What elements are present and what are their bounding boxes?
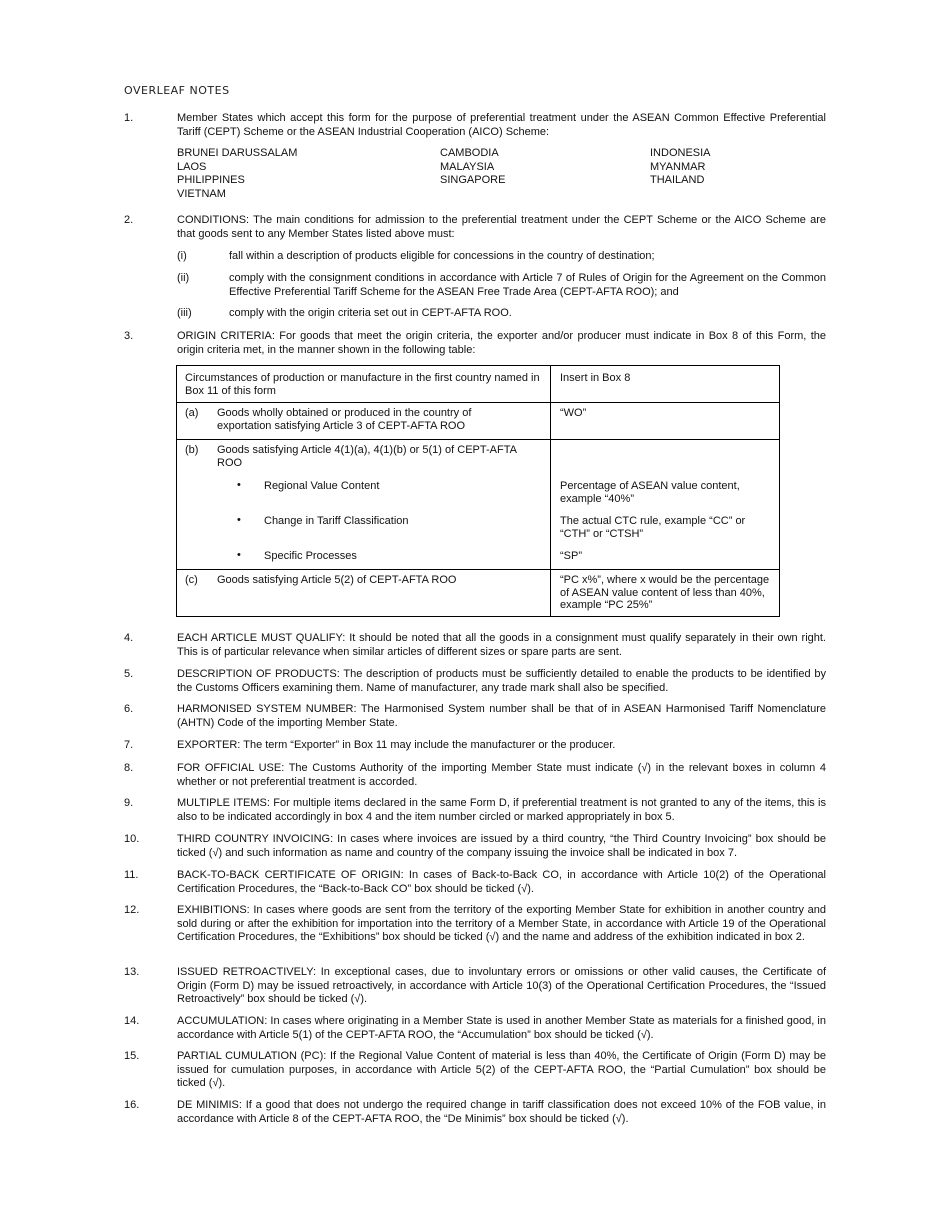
row-divider <box>177 439 779 440</box>
insert-ctc: The actual CTC rule, example “CC” or “CTH” or “CTSH” <box>560 515 746 540</box>
note-text: DE MINIMIS: If a good that does not undergo the required change in tariff classification does not exceed 10% of the FOB value, in accordance with Article 8 of the CEPT-AFTA ROO, the “De Minimis” box should be ticked (√). <box>177 1099 826 1125</box>
note-text: CONDITIONS: The main conditions for admission to the preferential treatment under the CEPT Scheme or the AICO Scheme are that goods sent to any Member States listed above must: <box>177 214 826 240</box>
row-label-a: (a) <box>185 407 199 419</box>
note-text: ACCUMULATION: In cases where originating in a Member State is used in another Member State as materials for a finished good, in accordance with Article 5(1) of the CEPT-AFTA ROO, the “Accumulation” box should be ticked (√). <box>177 1015 826 1041</box>
country: PHILIPPINES <box>177 174 245 186</box>
country: MALAYSIA <box>440 160 495 173</box>
note-number: 10. <box>124 833 140 845</box>
bullet-icon: • <box>237 514 241 526</box>
note-6 <box>124 703 826 730</box>
note-number: 6. <box>124 703 134 715</box>
note-text: BACK-TO-BACK CERTIFICATE OF ORIGIN: In cases of Back-to-Back CO, in accordance with Article 10(2) of the Operational Certification Procedures, the “Back-to-Back CO” box should be ticked (√). <box>177 869 826 895</box>
note-16 <box>124 1099 826 1126</box>
country: LAOS <box>177 160 207 173</box>
note-text: ISSUED RETROACTIVELY: In exceptional cases, due to involuntary errors or omissions or other valid causes, the Certificate of Origin (Form D) may be issued retroactively, in accordance with Article 10(3) of the Operational Certification Procedures, the “Issued Retroactively” box should be ticked (√). <box>177 966 826 1006</box>
condition-text: comply with the consignment conditions in accordance with Article 7 of Rules of Origin for the Agreement on the Common Effective Preferential Tariff Scheme for the ASEAN Free Trade Area (CEPT-AFTA ROO); and <box>229 272 826 298</box>
country: SINGAPORE <box>440 174 506 186</box>
condition-number: (ii) <box>177 272 190 284</box>
condition-number: (i) <box>177 250 187 262</box>
note-text: DESCRIPTION OF PRODUCTS: The description of products must be sufficiently detailed to enable the products to be identified by the Customs Officers examining them. Name of manufacturer, any trade mark shall also be specified. <box>177 668 826 694</box>
note-13 <box>124 966 826 1007</box>
country-column-3 <box>650 147 711 188</box>
condition-iii <box>177 307 826 321</box>
note-text: EXPORTER: The term “Exporter” in Box 11 may include the manufacturer or the producer. <box>177 739 616 751</box>
criterion-ctc: Change in Tariff Classification <box>264 515 409 527</box>
note-15 <box>124 1050 826 1091</box>
condition-text: fall within a description of products eligible for concessions in the country of destination; <box>229 250 655 262</box>
condition-ii <box>177 272 826 299</box>
note-number: 7. <box>124 739 134 751</box>
note-number: 2. <box>124 214 134 226</box>
note-4 <box>124 632 826 659</box>
note-2 <box>124 214 826 241</box>
note-number: 1. <box>124 112 134 124</box>
note-text: FOR OFFICIAL USE: The Customs Authority of the importing Member State must indicate (√) in the relevant boxes in column 4 whether or not preferential treatment is accorded. <box>177 762 826 788</box>
country: CAMBODIA <box>440 147 499 159</box>
row-text-b: Goods satisfying Article 4(1)(a), 4(1)(b) or 5(1) of CEPT-AFTA ROO <box>217 444 517 469</box>
note-7 <box>124 739 826 753</box>
condition-number: (iii) <box>177 307 192 319</box>
row-divider <box>177 569 779 570</box>
note-number: 4. <box>124 632 134 644</box>
note-text: ORIGIN CRITERIA: For goods that meet the origin criteria, the exporter and/or producer must indicate in Box 8 of this Form, the origin criteria met, in the manner shown in the following table: <box>177 330 826 356</box>
note-number: 5. <box>124 668 134 680</box>
note-text: MULTIPLE ITEMS: For multiple items declared in the same Form D, if preferential treatment is not granted to any of the items, this is also to be indicated accordingly in box 4 and the item number circled or marked appropriately in box 5. <box>177 797 826 823</box>
note-5 <box>124 668 826 695</box>
note-number: 12. <box>124 904 140 916</box>
bullet-icon: • <box>237 549 241 561</box>
row-text-c: Goods satisfying Article 5(2) of CEPT-AFTA ROO <box>217 574 457 586</box>
country: BRUNEI DARUSSALAM <box>177 147 298 159</box>
note-14 <box>124 1015 826 1042</box>
criterion-sp: Specific Processes <box>264 550 357 562</box>
bullet-icon: • <box>237 479 241 491</box>
insert-sp: “SP” <box>560 550 582 562</box>
row-label-c: (c) <box>185 574 198 586</box>
row-insert-a: “WO” <box>560 407 587 419</box>
note-9 <box>124 797 826 824</box>
note-number: 3. <box>124 330 134 342</box>
note-10 <box>124 833 826 860</box>
row-insert-c: “PC x%”, where x would be the percentage of ASEAN value content of less than 40%, example “PC 25%” <box>560 574 770 612</box>
note-text: THIRD COUNTRY INVOICING: In cases where invoices are issued by a third country, “the Third Country Invoicing” box should be ticked (√) and such information as name and country of the company issuing the invoice shall be indicated in box 7. <box>177 833 826 859</box>
note-text: EXHIBITIONS: In cases where goods are sent from the territory of the exporting Member State for exhibition in another country and sold during or after the exhibition for importation into the territory of a Member State, in accordance with Article 19 of the Operational Certification Procedures, the “Exhibitions” box should be ticked (√) and the name and address of the exhibition indicated in box 2. <box>177 904 826 944</box>
note-number: 11. <box>124 869 139 881</box>
note-text: Member States which accept this form for the purpose of preferential treatment under the ASEAN Common Effective Preferential Tariff (CEPT) Scheme or the ASEAN Industrial Cooperation (AICO) Scheme: <box>177 112 826 138</box>
note-text: PARTIAL CUMULATION (PC): If the Regional Value Content of material is less than 40%, the Certificate of Origin (Form D) may be issued for cumulation purposes, in accordance with Article 5(2) of the CEPT-AFTA ROO, the “Partial Cumulation” box should be ticked (√). <box>177 1050 826 1090</box>
table-header-circumstances: Circumstances of production or manufacture in the first country named in Box 11 of this form <box>185 372 540 397</box>
note-12 <box>124 904 826 945</box>
note-number: 14. <box>124 1015 140 1027</box>
note-text: EACH ARTICLE MUST QUALIFY: It should be noted that all the goods in a consignment must qualify separately in their own right. This is of particular relevance when similar articles of different sizes or spare parts are sent. <box>177 632 826 658</box>
criterion-rvc: Regional Value Content <box>264 480 380 492</box>
note-11 <box>124 869 826 896</box>
note-number: 9. <box>124 797 134 809</box>
country-column-2 <box>440 147 505 188</box>
note-number: 15. <box>124 1050 140 1062</box>
condition-i <box>177 250 826 264</box>
note-8 <box>124 762 826 789</box>
note-text: HARMONISED SYSTEM NUMBER: The Harmonised System number shall be that of in ASEAN Harmonised Tariff Nomenclature (AHTN) Code of the importing Member State. <box>177 703 826 729</box>
row-divider <box>177 402 779 403</box>
country: THAILAND <box>650 174 705 186</box>
row-label-b: (b) <box>185 444 199 456</box>
note-number: 8. <box>124 762 134 774</box>
note-3 <box>124 330 826 357</box>
country: MYANMAR <box>650 160 706 173</box>
page-heading: OVERLEAF NOTES <box>124 84 230 97</box>
country: INDONESIA <box>650 147 711 159</box>
note-number: 16. <box>124 1099 140 1111</box>
note-number: 13. <box>124 966 140 978</box>
origin-criteria-table <box>176 365 780 617</box>
table-header-insert: Insert in Box 8 <box>560 372 631 384</box>
column-divider <box>550 366 551 616</box>
row-text-a: Goods wholly obtained or produced in the country of exportation satisfying Article 3 of CEPT-AFTA ROO <box>217 407 472 432</box>
country-column-1 <box>177 147 297 201</box>
country: VIETNAM <box>177 187 226 200</box>
condition-text: comply with the origin criteria set out in CEPT-AFTA ROO. <box>229 307 512 319</box>
note-1 <box>124 112 826 139</box>
insert-rvc: Percentage of ASEAN value content, example “40%” <box>560 480 740 505</box>
